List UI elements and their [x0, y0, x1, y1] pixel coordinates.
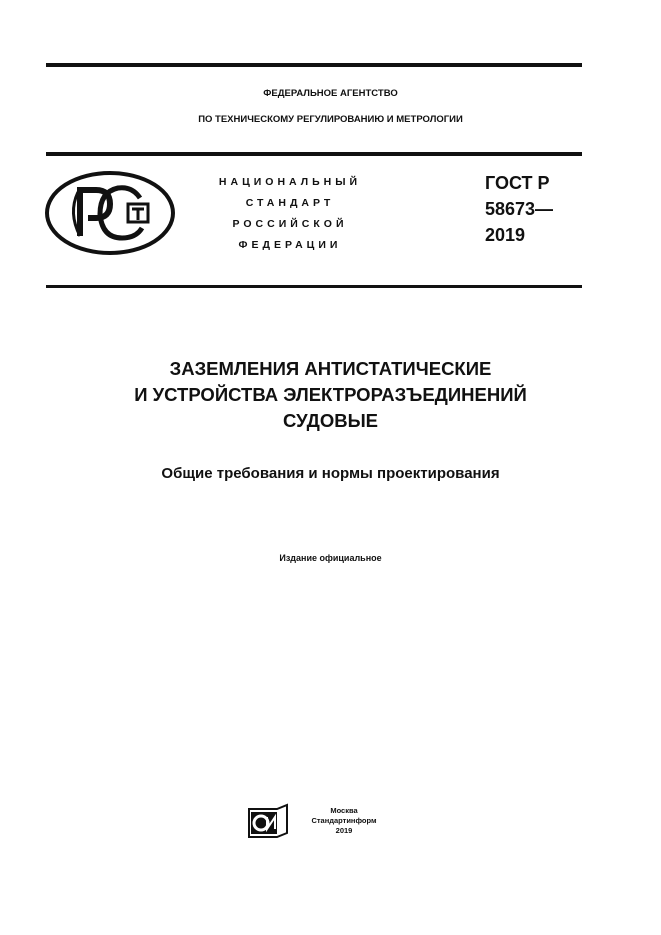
- title-line: И УСТРОЙСТВА ЭЛЕКТРОРАЗЪЕДИНЕНИЙ: [134, 384, 527, 405]
- document-subtitle: Общие требования и нормы проектирования: [161, 465, 500, 482]
- standard-type: [180, 172, 400, 256]
- top-rule: [46, 63, 582, 67]
- standard-type-line: СТАНДАРТ: [245, 197, 335, 209]
- standard-type-line: НАЦИОНАЛЬНЫЙ: [218, 176, 362, 188]
- title-line: ЗАЗЕМЛЕНИЯ АНТИСТАТИЧЕСКИЕ: [169, 358, 492, 379]
- designation-line: 2019: [485, 225, 526, 245]
- header-rule: [46, 152, 582, 156]
- designation-line: 58673—: [485, 199, 554, 219]
- publisher-year: 2019: [335, 826, 353, 835]
- designation-line: ГОСТ Р: [485, 173, 550, 193]
- publisher-name: Стандартинформ: [311, 816, 377, 825]
- title-line: СУДОВЫЕ: [282, 410, 379, 431]
- publisher-city: Москва: [330, 806, 358, 815]
- standard-type-line: ФЕДЕРАЦИИ: [238, 239, 342, 251]
- document-title: [0, 356, 661, 434]
- agency-line-2: ПО ТЕХНИЧЕСКОМУ РЕГУЛИРОВАНИЮ И МЕТРОЛОГИИ: [198, 114, 463, 125]
- standard-type-line: РОССИЙСКОЙ: [232, 218, 348, 230]
- agency-line-1: ФЕДЕРАЛЬНОЕ АГЕНТСТВО: [263, 88, 398, 99]
- standard-designation: [485, 170, 553, 248]
- mid-rule: [46, 285, 582, 288]
- edition-label: Издание официальное: [279, 553, 382, 563]
- rst-logo-icon: [44, 170, 176, 256]
- publisher-info: [296, 806, 392, 836]
- standartinform-logo-icon: [247, 803, 289, 839]
